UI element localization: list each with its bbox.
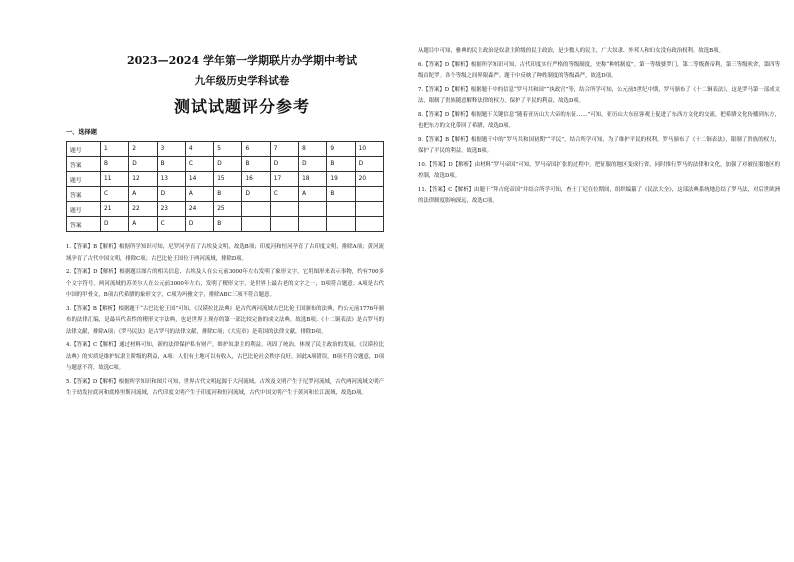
table-cell: D (129, 157, 157, 172)
table-cell: 15 (214, 172, 242, 187)
table-row (67, 202, 384, 217)
table-row (67, 172, 384, 187)
table-cell (299, 202, 327, 217)
answer-explanation: 1.【答案】B【解析】根据所学知识可知，尼罗河孕育了古埃及文明，故选B项；印度河和恒河孕育了古印度文明，排除A项；黄河流域孕育了古代中国文明，排除C项；古巴比伦王国位于两河流域，排除D项。 (66, 244, 384, 262)
table-row (67, 157, 384, 172)
table-cell: 18 (299, 172, 327, 187)
table-cell: A (299, 187, 327, 202)
table-cell: D (214, 157, 242, 172)
table-cell: 7 (270, 142, 298, 157)
table-cell (327, 202, 355, 217)
table-cell: 25 (214, 202, 242, 217)
table-cell: 5 (214, 142, 242, 157)
section-heading: 一、选择题 (66, 129, 97, 136)
table-row-header: 题号 (67, 142, 101, 157)
table-row-header: 答案 (67, 187, 101, 202)
table-cell: A (185, 187, 213, 202)
table-cell: 19 (327, 172, 355, 187)
table-cell: D (157, 187, 185, 202)
table-cell: 10 (355, 142, 383, 157)
table-cell: B (157, 157, 185, 172)
answer-explanation: 5.【答案】D【解析】根据所学知识和图片可知，世界古代文明起源于大河流域，古埃及文明产生于尼罗河流域，古代两河流域文明产生于幼发拉底河和底格里斯河流域，古代印度文明产生于印度河和恒河流域，古代中国文明产生于黄河和长江流域，故选D项。 (66, 378, 384, 396)
table-cell: 20 (355, 172, 383, 187)
table-cell: 4 (185, 142, 213, 157)
answer-explanation: 6.【答案】D【解析】根据所学知识可知，古代印度实行严格的等级制度，史称“种姓制度”。第一等级婆罗门，第二等级刹帝利，第三等级吠舍，第四等级首陀罗。各个等级之间界限森严。题干中反映了种姓制度的等级森严，故选D项。 (418, 61, 780, 79)
table-cell: 6 (242, 142, 270, 157)
answer-explanation: 4.【答案】C【解析】通过材料可知，新的法律保护私有财产，维护奴隶主的利益，巩固了统治，体现了民主政治的发展，《汉谟拉比法典》的实质是维护奴隶主阶级的利益，A项：人们有土地可以有收入，古巴比伦社会秩序良好，因此A项错误，B项不符合题意，D项与题意不符，故选C项。 (66, 342, 384, 371)
table-cell: D (185, 217, 213, 232)
table-row-header: 题号 (67, 172, 101, 187)
table-cell: 12 (129, 172, 157, 187)
answer-explanation: 11.【答案】C【解析】由题干“拜占庭帝国”并结合所学可知，查士丁尼在位期间，组织编纂了《民法大全》，这部法典系统地总结了罗马法，对后世欧洲的法律制度影响深远，故选C项。 (418, 186, 780, 204)
table-cell: B (214, 187, 242, 202)
table-row-header: 题号 (67, 202, 101, 217)
table-row (67, 217, 384, 232)
table-cell: 9 (327, 142, 355, 157)
table-cell: 24 (185, 202, 213, 217)
right-column (418, 0, 780, 208)
table-cell: 8 (299, 142, 327, 157)
answer-explanation: 2.【答案】D【解析】根据题目图片的相关信息，古埃及人在公元前3000年左右发明了象形文字，它用图形来表示事物，约有700多个文字符号。两河流域的苏美尔人在公元前3000年左右，发明了楔形文字，是世界上最古老的文字之一，D项符合题意；A项是古代中国的甲骨文，B项古代希腊的象形文字，C项为玛雅文字，排除ABC三项不符合题意。 (66, 269, 384, 298)
table-cell: B (101, 157, 129, 172)
exam-title: 2023—2024 学年第一学期联片办学期中考试 (126, 54, 358, 67)
exam-subtitle: 九年级历史学科试卷 (194, 75, 290, 87)
answer-explanation: 9.【答案】B【解析】根据题干中的“罗马共和国初期”“平民”，结合所学可知，为了维护平民的权利，罗马颁布了《十二铜表法》，限制了贵族的权力，保护了平民的利益，故选B项。 (418, 136, 780, 154)
table-cell: C (101, 187, 129, 202)
table-cell: D (299, 157, 327, 172)
table-cell: B (327, 187, 355, 202)
table-cell: 21 (101, 202, 129, 217)
answer-explanation: 10.【答案】D【解析】由材料“罗马帝国”可知，罗马帝国扩张的过程中，把征服的地区变成行省，同时推行罗马的法律和文化，加强了对被征服地区的控制，故选D项。 (418, 161, 780, 179)
table-cell: D (270, 157, 298, 172)
table-row (67, 142, 384, 157)
table-cell (242, 217, 270, 232)
table-cell (355, 202, 383, 217)
table-cell: 13 (157, 172, 185, 187)
table-row-header: 答案 (67, 157, 101, 172)
table-cell: 17 (270, 172, 298, 187)
table-cell: C (157, 217, 185, 232)
table-cell: 2 (129, 142, 157, 157)
table-cell: B (242, 157, 270, 172)
table-cell: D (242, 187, 270, 202)
table-cell: D (355, 157, 383, 172)
table-cell: 3 (157, 142, 185, 157)
table-cell (242, 202, 270, 217)
table-row-header: 答案 (67, 217, 101, 232)
table-cell: 14 (185, 172, 213, 187)
table-cell (270, 202, 298, 217)
table-cell: A (129, 187, 157, 202)
answer-explanation: 7.【答案】D【解析】根据题干中的信息“罗马共和国”“执政官”等，结合所学可知，公元前5世纪中期，罗马颁布了《十二铜表法》，这是罗马第一部成文法，限制了贵族随意解释法律的权力，保护了平民的利益。故选D项。 (418, 86, 780, 104)
table-cell (299, 217, 327, 232)
answer-explanation: 3.【答案】B【解析】根据题干“古巴比伦王国”可知，《汉谟拉比法典》是古代两河流域古巴比伦王国颁布的法典，约公元前1776年颁布的法律汇编，是最具代表性的楔形文字法典，也是世界上现存的第一部比较完备的成文法典。故选B项；《十二铜表法》是古罗马的法律文献，排除A项；《罗马民法》是古罗马的法律文献，排除C项；《大宪章》是英国的法律文献，排除D项。 (66, 305, 384, 335)
left-paragraphs (66, 242, 384, 400)
table-cell (327, 217, 355, 232)
table-row (67, 187, 384, 202)
answer-table (66, 141, 384, 232)
table-cell: 22 (129, 202, 157, 217)
answer-explanation: 8.【答案】D【解析】根据题干关键信息“随着亚历山大大帝的东征……”可知，亚历山大东征客观上促进了东西方文化的交流，把希腊文化传播到东方，也把东方的文化带回了希腊，故选D项。 (418, 111, 780, 129)
table-cell: B (214, 217, 242, 232)
table-cell: B (327, 157, 355, 172)
table-cell: D (101, 217, 129, 232)
table-cell: 1 (101, 142, 129, 157)
table-cell (355, 187, 383, 202)
table-cell (270, 217, 298, 232)
table-cell: 11 (101, 172, 129, 187)
page-title: 测试试题评分参考 (173, 97, 310, 116)
table-cell: A (129, 217, 157, 232)
table-cell: 16 (242, 172, 270, 187)
table-cell (355, 217, 383, 232)
right-paragraphs (418, 46, 780, 208)
table-cell: C (185, 157, 213, 172)
answer-explanation: 从题目中可知，雅典的民主政治是奴隶主阶级的民主政治，是少数人的民主，广大奴隶、外邦人和妇女没有政治权利。故选B项。 (418, 48, 724, 54)
table-cell: C (270, 187, 298, 202)
left-column (66, 0, 392, 400)
table-cell: 23 (157, 202, 185, 217)
